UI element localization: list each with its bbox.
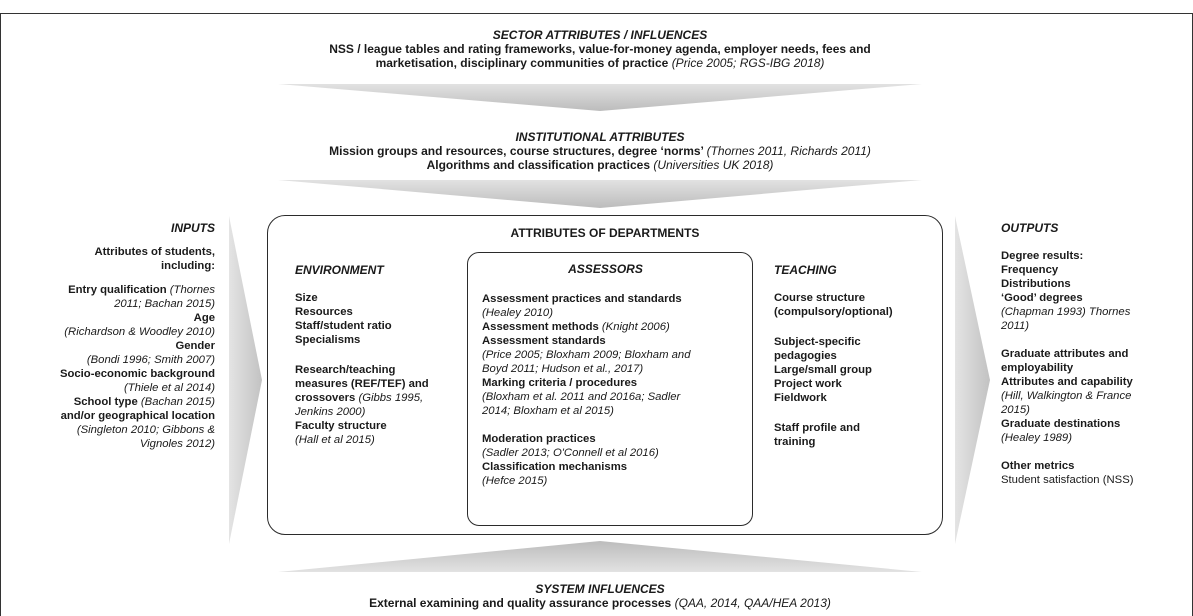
inputs-gender: Gender <box>175 340 215 352</box>
departments-title: ATTRIBUTES OF DEPARTMENTS <box>510 226 700 240</box>
system-block <box>200 582 1000 610</box>
assessors-classification: Classification mechanisms <box>482 461 628 473</box>
institutional-citation-1: (Thornes 2011, Richards 2011) <box>706 144 871 158</box>
inputs-socio-citation: (Thiele et al 2014) <box>123 382 215 394</box>
inputs-intro-1: Attributes of students, <box>94 246 215 258</box>
environment-item-specialisms: Specialisms <box>295 334 361 346</box>
inputs-entry-citation: 2011; Bachan 2015) <box>114 298 215 310</box>
system-line-1: External examining and quality assurance processes (QAA, 2014, QAA/HEA 2013) <box>369 596 831 610</box>
environment-item-ratio: Staff/student ratio <box>295 320 392 332</box>
assessors-marking-citation-1: (Bloxham et al. 2011 and 2016a; Sadler <box>482 391 681 403</box>
inputs-intro-2: including: <box>161 260 215 272</box>
assessors-practices-citation: (Healey 2010) <box>482 307 553 319</box>
environment-item-size: Size <box>295 292 318 304</box>
outputs-satisfaction: Student satisfaction (NSS) <box>1001 474 1134 486</box>
teaching-staff-1: Staff profile and <box>774 422 860 434</box>
inputs-block <box>4 221 215 451</box>
teaching-course-1: Course structure <box>774 292 866 304</box>
environment-item-resources: Resources <box>295 306 353 318</box>
teaching-title: TEACHING <box>774 263 837 277</box>
outputs-graduate-1: Graduate attributes and <box>1001 348 1129 360</box>
institutional-down-arrow <box>278 180 922 208</box>
assessors-title: ASSESSORS <box>568 262 643 276</box>
assessors-methods: Assessment methods (Knight 2006) <box>482 321 670 333</box>
environment-research-2: measures (REF/TEF) and <box>295 378 429 390</box>
teaching-project: Project work <box>774 378 842 390</box>
assessors-standards-citation-2: Boyd 2011; Hudson et al., 2017) <box>482 363 644 375</box>
outputs-destinations: Graduate destinations <box>1001 418 1121 430</box>
inputs-gender-citation: (Bondi 1996; Smith 2007) <box>86 354 215 366</box>
institutional-line-2: Algorithms and classification practices (Universities UK 2018) <box>426 158 774 172</box>
sector-down-arrow <box>278 84 922 111</box>
environment-research-1: Research/teaching <box>295 364 396 376</box>
institutional-line-1: Mission groups and resources, course structures, degree ‘norms’ (Thornes 2011, Richards 2011) <box>329 144 871 158</box>
teaching-staff-2: training <box>774 436 816 448</box>
sector-line-2: marketisation, disciplinary communities of practice (Price 2005; RGS-IBG 2018) <box>375 56 825 70</box>
teaching-fieldwork: Fieldwork <box>774 392 827 404</box>
outputs-destinations-citation: (Healey 1989) <box>1001 432 1072 444</box>
assessors-standards: Assessment standards <box>482 335 606 347</box>
assessors-marking-citation-2: 2014; Bloxham et al 2015) <box>482 405 614 417</box>
inputs-age-citation: (Richardson & Woodley 2010) <box>64 326 215 338</box>
environment-research-citation: Jenkins 2000) <box>295 406 366 418</box>
assessors-practices: Assessment practices and standards <box>482 293 682 305</box>
outputs-degree: Degree results: <box>1001 250 1084 262</box>
outputs-block <box>1001 221 1189 487</box>
environment-faculty-citation: (Hall et al 2015) <box>295 434 375 446</box>
environment-research-3: crossovers (Gibbs 1995, <box>295 392 424 404</box>
system-up-arrow <box>278 541 922 572</box>
teaching-subject-1: Subject-specific <box>774 336 861 348</box>
assessors-moderation: Moderation practices <box>482 433 596 445</box>
system-citation: (QAA, 2014, QAA/HEA 2013) <box>674 596 831 610</box>
outputs-graduate-2: employability <box>1001 362 1074 374</box>
environment-faculty: Faculty structure <box>295 420 387 432</box>
teaching-course-2: (compulsory/optional) <box>774 306 893 318</box>
inputs-age: Age <box>193 312 215 324</box>
outputs-title: OUTPUTS <box>1001 221 1059 235</box>
teaching-large-small: Large/small group <box>774 364 872 376</box>
outputs-degree-citation-2: 2011) <box>1001 320 1030 332</box>
institutional-title: INSTITUTIONAL ATTRIBUTES <box>515 130 685 144</box>
assessors-classification-citation: (Hefce 2015) <box>482 475 548 487</box>
institutional-block <box>200 130 1000 172</box>
outputs-frequency: Frequency <box>1001 264 1059 276</box>
inputs-entry: Entry qualification (Thornes <box>68 284 215 296</box>
inputs-title: INPUTS <box>170 221 215 235</box>
outputs-degree-citation-1: (Chapman 1993) Thornes <box>1001 306 1131 318</box>
outputs-attributes-citation-2: 2015) <box>1001 404 1030 416</box>
outputs-good-degrees: ‘Good’ degrees <box>1001 292 1083 304</box>
institutional-citation-2: (Universities UK 2018) <box>653 158 774 172</box>
system-title: SYSTEM INFLUENCES <box>535 582 665 596</box>
teaching-subject-2: pedagogies <box>774 350 837 362</box>
sector-block <box>200 28 1000 70</box>
outputs-other-metrics: Other metrics <box>1001 460 1075 472</box>
environment-block <box>295 263 465 447</box>
inputs-school: School type (Bachan 2015) <box>73 396 215 408</box>
environment-title: ENVIRONMENT <box>295 263 384 277</box>
inputs-geo: and/or geographical location <box>60 410 215 422</box>
inputs-geo-citation-2: Vignoles 2012) <box>139 438 215 450</box>
sector-citation: (Price 2005; RGS-IBG 2018) <box>671 56 825 70</box>
assessors-marking: Marking criteria / procedures <box>482 377 638 389</box>
inputs-socio: Socio-economic background <box>59 368 215 380</box>
outputs-right-arrow <box>955 216 990 544</box>
inputs-right-arrow <box>229 216 262 544</box>
assessors-standards-citation-1: (Price 2005; Bloxham 2009; Bloxham and <box>482 349 691 361</box>
outputs-attributes: Attributes and capability <box>1001 376 1133 388</box>
assessors-moderation-citation: (Sadler 2013; O'Connell et al 2016) <box>482 447 659 459</box>
assessors-block <box>482 262 747 488</box>
teaching-block <box>774 263 934 449</box>
outputs-distributions: Distributions <box>1001 278 1071 290</box>
sector-title: SECTOR ATTRIBUTES / INFLUENCES <box>492 28 708 42</box>
sector-line-1: NSS / league tables and rating frameworks, value-for-money agenda, employer needs, fees and <box>329 42 871 56</box>
inputs-geo-citation-1: (Singleton 2010; Gibbons & <box>76 424 215 436</box>
outputs-attributes-citation-1: (Hill, Walkington & France <box>1001 390 1132 402</box>
